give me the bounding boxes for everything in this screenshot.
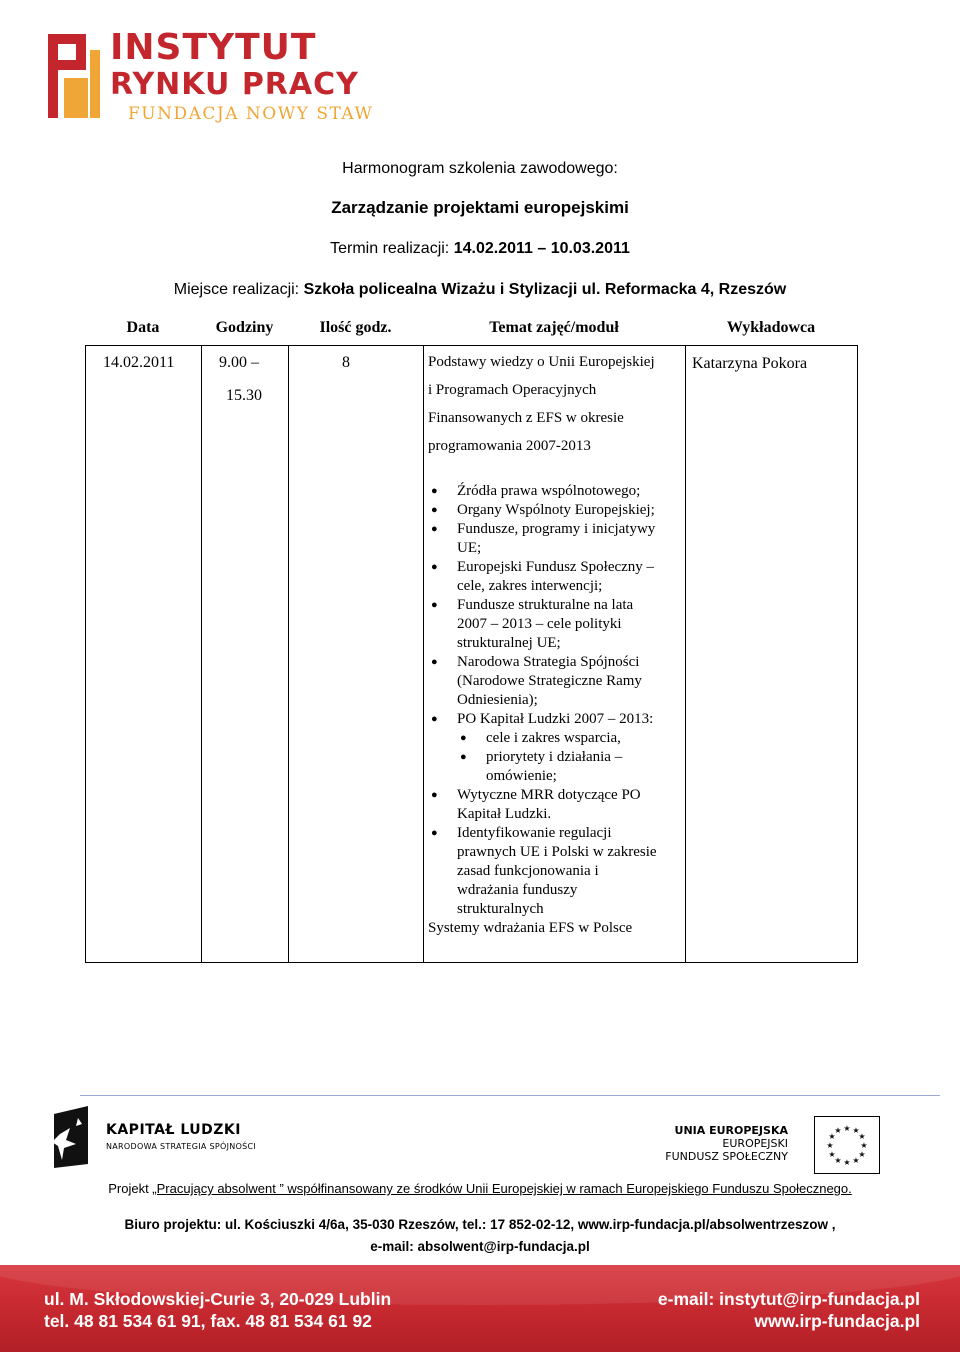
bar-address: ul. M. Skłodowskiej-Curie 3, 20-029 Lublin [44, 1289, 392, 1309]
row-lecturer: Katarzyna Pokora [692, 355, 808, 372]
table-border-right [857, 345, 858, 963]
term-value: 14.02.2011 – 10.03.2011 [453, 240, 630, 257]
svg-text:★: ★ [858, 1132, 866, 1141]
list-item: ● Źródła prawa wspólnotowego; [431, 483, 641, 499]
list-item: ● Fundusze strukturalne na lata 2007 – 2013 – cele polityki strukturalnej UE; [431, 597, 634, 651]
list-item: ● Identyfikowanie regulacji prawnych UE i Polski w zakresie zasad funkcjonowania i wdrażania funduszy strukturalnych [431, 825, 657, 917]
topic-line: i Programach Operacyjnych [428, 382, 597, 398]
topic-line: Finansowanych z EFS w okresie [428, 410, 624, 426]
project-prefix: Projekt [108, 1181, 153, 1196]
bullet-icon: ● [431, 561, 438, 573]
project-text: „Pracujący absolwent ” współfinansowany ze środków Unii Europejskiej w ramach Europejskiego Funduszu Społecznego. [152, 1181, 852, 1196]
kapital-ludzki-logo [48, 1104, 258, 1170]
svg-text:★: ★ [852, 1156, 860, 1165]
svg-text:★: ★ [843, 1124, 851, 1133]
svg-text:★: ★ [834, 1126, 842, 1135]
svg-text:★: ★ [828, 1132, 836, 1141]
kapital-ludzki-icon [48, 1104, 92, 1170]
office-line2: e-mail: absolwent@irp-fundacja.pl [370, 1239, 590, 1254]
doc-title [0, 159, 960, 179]
term-line [0, 239, 960, 259]
office-line1: Biuro projektu: ul. Kościuszki 4/6a, 35-030 Rzeszów, tel.: 17 852-02-12, www.irp-fundacja.pl/absolwentrzeszow , [124, 1217, 836, 1232]
eu-line1: UNIA EUROPEJSKA [674, 1124, 788, 1137]
row-count: 8 [342, 354, 350, 371]
project-note [0, 1181, 960, 1197]
list-item: ● Europejski Fundusz Społeczny – cele, zakres interwencji; [431, 559, 655, 594]
doc-title-text: Harmonogram szkolenia zawodowego: [342, 160, 618, 177]
svg-text:★: ★ [852, 1126, 860, 1135]
institute-logo [44, 24, 384, 134]
col-header-count: Ilość godz. [319, 319, 392, 336]
row-date: 14.02.2011 [103, 354, 175, 371]
col-header-date: Data [126, 319, 160, 336]
row-hours-end: 15.30 [226, 387, 262, 404]
eu-flag-icon [814, 1116, 880, 1174]
svg-text:★: ★ [843, 1158, 851, 1167]
footer-divider [80, 1095, 940, 1096]
term-label: Termin realizacji: [330, 240, 454, 257]
bullet-icon: ● [431, 713, 438, 725]
col-header-hours: Godziny [215, 319, 274, 336]
kl-subtitle: NARODOWA STRATEGIA SPÓJNOŚCI [106, 1142, 257, 1151]
row-hours-start: 9.00 – [219, 354, 259, 371]
bullet-icon: ● [460, 732, 467, 744]
contact-bar [0, 1265, 960, 1352]
bullet-icon: ● [431, 504, 438, 516]
table-col-divider-3 [423, 345, 424, 963]
bullet-icon: ● [431, 599, 438, 611]
topic-line: Podstawy wiedzy o Unii Europejskiej [428, 354, 655, 370]
svg-text:★: ★ [834, 1156, 842, 1165]
table-col-divider-4 [685, 345, 686, 963]
logo-mark-icon [44, 28, 104, 124]
logo-line2: RYNKU PRACY [110, 67, 359, 102]
table-col-divider-1 [201, 345, 202, 963]
place-value: Szkoła policealna Wizażu i Stylizacji ul. Reformacka 4, Rzeszów [303, 281, 787, 298]
table-border-left [85, 345, 86, 963]
bullet-icon: ● [431, 827, 438, 839]
topic-bullet-list [428, 482, 678, 938]
col-header-lecturer: Wykładowca [726, 319, 816, 336]
doc-subtitle-text: Zarządzanie projektami europejskimi [331, 198, 629, 217]
bar-phone: tel. 48 81 534 61 91, fax. 48 81 534 61 92 [44, 1311, 372, 1331]
bar-email: e-mail: instytut@irp-fundacja.pl [657, 1289, 920, 1309]
eu-line2: EUROPEJSKI [722, 1137, 788, 1150]
eu-logo [665, 1116, 880, 1172]
list-item: ● Wytyczne MRR dotyczące PO Kapitał Ludzki. [431, 787, 641, 822]
logo-line3: FUNDACJA NOWY STAW [128, 104, 374, 124]
list-item: ● PO Kapitał Ludzki 2007 – 2013: ● cele i zakres wsparcia, ● priorytety i działania – omówienie; [428, 710, 678, 786]
place-label: Miejsce realizacji: [173, 281, 304, 298]
list-item: ● Organy Wspólnoty Europejskiej; [431, 502, 655, 518]
doc-subtitle [0, 198, 960, 218]
svg-text:★: ★ [826, 1141, 834, 1150]
eu-line3: FUNDUSZ SPOŁECZNY [665, 1150, 788, 1163]
topic-tail-line: Systemy wdrażania EFS w Polsce [428, 920, 633, 936]
bullet-icon: ● [431, 789, 438, 801]
svg-text:★: ★ [828, 1150, 836, 1159]
list-item: ● Narodowa Strategia Spójności (Narodowe Strategiczne Ramy Odniesienia); [431, 654, 642, 708]
table-col-divider-2 [288, 345, 289, 963]
col-header-topic: Temat zajęć/moduł [489, 319, 619, 336]
topic-line: programowania 2007-2013 [428, 438, 591, 454]
svg-text:★: ★ [860, 1141, 868, 1150]
bar-www: www.irp-fundacja.pl [754, 1311, 920, 1331]
place-line [0, 280, 960, 300]
sub-list-item: ● priorytety i działania – omówienie; [460, 749, 623, 784]
list-item: ● Fundusze, programy i inicjatywy UE; [431, 521, 656, 556]
logo-line1: INSTYTUT [110, 27, 317, 68]
bullet-icon: ● [460, 751, 467, 763]
sub-list-item: ● cele i zakres wsparcia, [460, 730, 621, 746]
bullet-icon: ● [431, 523, 438, 535]
svg-text:★: ★ [858, 1150, 866, 1159]
bullet-icon: ● [431, 485, 438, 497]
bullet-icon: ● [431, 656, 438, 668]
kl-title: KAPITAŁ LUDZKI [106, 1122, 241, 1138]
